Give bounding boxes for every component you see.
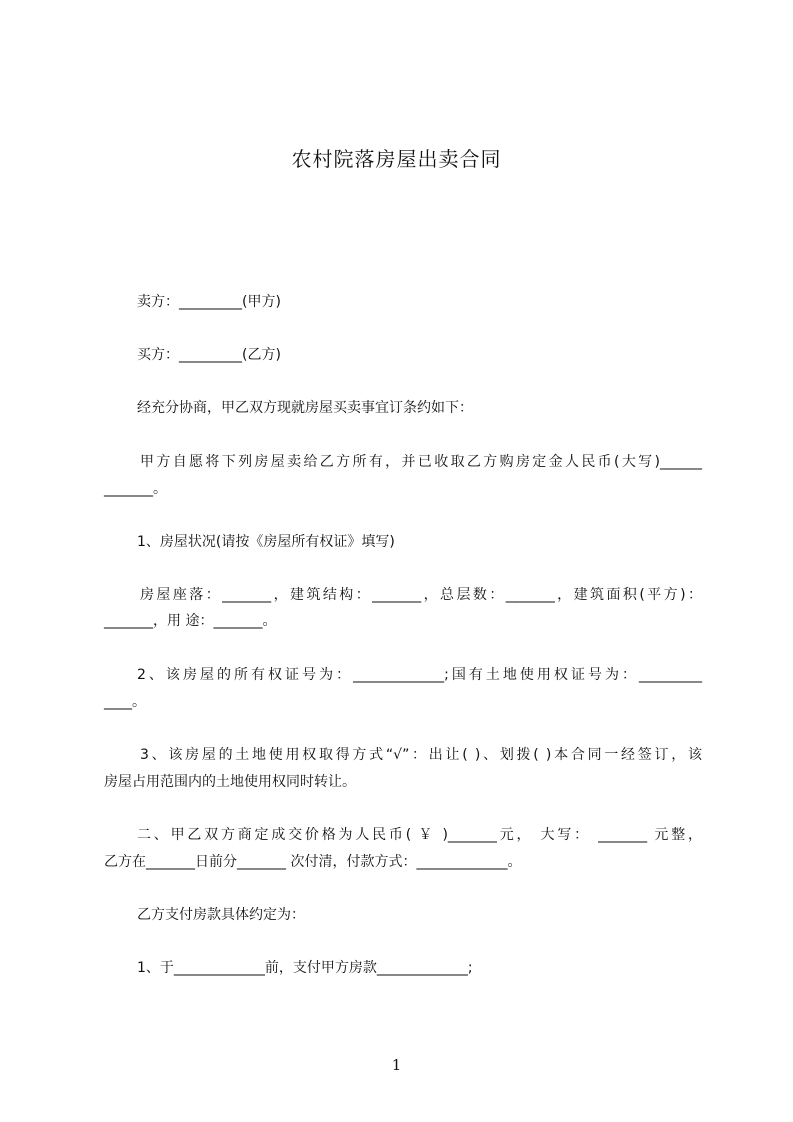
deposit-line-1: 甲方自愿将下列房屋卖给乙方所有，并已收取乙方购房定金人民币(大写)______: [140, 454, 702, 470]
land-use-line-1: 3、该房屋的土地使用权取得方式“√”：出让( )、划拨( )本合同一经签订，该: [140, 747, 702, 763]
payment-item-1: 1、于_____________前，支付甲方房款_____________;: [137, 960, 473, 976]
price-line-1: 二、甲乙双方商定成交价格为人民币( ￥ )_______元， 大写： _______ 元整，: [137, 827, 702, 843]
certificate-line-1: 2、该房屋的所有权证号为：_____________;国有土地使用权证号为：_________: [137, 667, 702, 683]
seller-line: 卖方：_________(甲方): [137, 294, 281, 310]
land-use-line-2: 房屋占用范围内的土地使用权同时转让。: [104, 774, 356, 790]
deposit-line-2: _______。: [104, 481, 167, 497]
house-info-line-2: _______，用 途：_______。: [104, 613, 277, 629]
intro-line: 经充分协商，甲乙双方现就房屋买卖事宜订条约如下：: [137, 400, 473, 416]
house-info-line-1: 房屋座落：_______，建筑结构：_______，总层数：_______，建筑面积(平方)：: [140, 587, 702, 603]
price-line-2: 乙方在_______日前分_______ 次付清，付款方式：_____________。: [104, 854, 522, 870]
contract-title: 农村院落房屋出卖合同: [291, 147, 502, 171]
certificate-line-2: ____。: [104, 694, 146, 710]
section-1-heading: 1、房屋状况(请按《房屋所有权证》填写): [137, 534, 395, 550]
page-number: 1: [391, 1056, 402, 1074]
payment-heading: 乙方支付房款具体约定为：: [137, 907, 305, 923]
buyer-line: 买方：_________(乙方): [137, 347, 281, 363]
